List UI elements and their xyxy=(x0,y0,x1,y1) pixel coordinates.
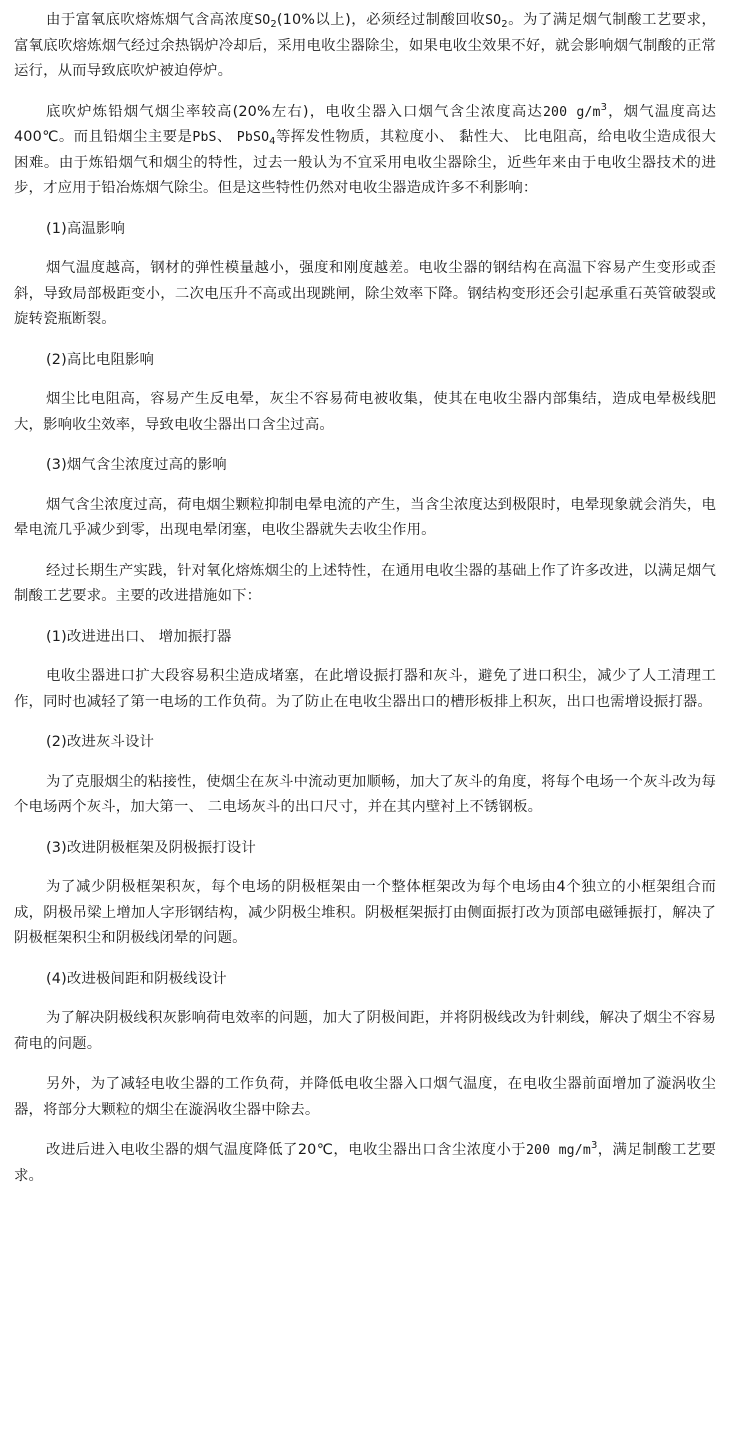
paragraph-result: 改进后进入电收尘器的烟气温度降低了20℃，电收尘器出口含尘浓度小于200 $mg/m^3$，满足制酸工艺要求。 xyxy=(14,1140,716,1184)
paragraph-lead-dust-properties: 底吹炉炼铅烟气烟尘率较高(20%左右)，电收尘器入口烟气含尘浓度高达200 $g/m^3$，烟气温度高达400℃。而且铅烟尘主要是PbS、 PbSO$_4$等挥发性物质，其粒度小、 黏性大、 比电阻高，给电收尘造成很大困难。由于炼铅烟气和烟尘的特性，过去一般认为不宜采用电收尘器除尘，近些年来由于电收尘器技术的进步，才应用于铅冶炼烟气除尘。但是这些特性仍然对电收尘器造成许多不利影响： xyxy=(14,101,716,196)
paragraph-high-resistivity: 烟尘比电阻高，容易产生反电晕，灰尘不容易荷电被收集，使其在电收尘器内部集结，造成电晕极线肥大，影响收尘效率，导致电收尘器出口含尘过高。 xyxy=(14,391,716,433)
paragraph-hopper-design: 为了克服烟尘的粘接性，使烟尘在灰斗中流动更加顺畅，加大了灰斗的角度，将每个电场一个灰斗改为每个电场两个灰斗，加大第一、 二电场灰斗的出口尺寸，并在其内壁衬上不锈钢板。 xyxy=(14,773,716,815)
paragraph-electrode-spacing: 为了解决阴极线积灰影响荷电效率的问题，加大了阴极间距，并将阴极线改为针刺线，解决了烟尘不容易荷电的问题。 xyxy=(14,1010,716,1052)
paragraph-improvements-intro: 经过长期生产实践，针对氧化熔炼烟尘的上述特性，在通用电收尘器的基础上作了许多改进，以满足烟气制酸工艺要求。主要的改进措施如下： xyxy=(14,562,716,604)
heading-inlet-outlet: (1)改进进出口、 增加振打器 xyxy=(46,628,232,645)
paragraph-cathode-frame: 为了减少阴极框架积灰，每个电场的阴极框架由一个整体框架改为每个电场由4个独立的小框架组合而成，阴极吊梁上增加人字形钢结构，减少阴极尘堆积。阴极框架振打由侧面振打改为顶部电磁锤振打，解决了阴极框架积尘和阴极线闭晕的问题。 xyxy=(14,879,716,946)
paragraph-high-temperature: 烟气温度越高，钢材的弹性模量越小，强度和刚度越差。电收尘器的钢结构在高温下容易产生变形或歪斜，导致局部极距变小，二次电压升不高或出现跳闸，除尘效率下降。钢结构变形还会引起承重石英管破裂或旋转瓷瓶断裂。 xyxy=(14,260,716,327)
paragraph-intro: 由于富氧底吹熔炼烟气含高浓度$SO_2(10\%$以上)，必须经过制酸回收$SO_2$。为了满足烟气制酸工艺要求，富氧底吹熔炼烟气经过余热锅炉冷却后，采用电收尘器除尘，如果电收尘效果不好，就会影响烟气制酸的正常运行，从而导致底吹炉被迫停炉。 xyxy=(14,12,716,79)
paragraph-inlet-outlet: 电收尘器进口扩大段容易积尘造成堵塞，在此增设振打器和灰斗，避免了进口积尘，减少了人工清理工作，同时也减轻了第一电场的工作负荷。为了防止在电收尘器出口的槽形板排上积灰，出口也需增设振打器。 xyxy=(14,668,716,710)
paragraph-dust-concentration: 烟气含尘浓度过高，荷电烟尘颗粒抑制电晕电流的产生，当含尘浓度达到极限时，电晕现象就会消失，电晕电流几乎减少到零，出现电晕闭塞，电收尘器就失去收尘作用。 xyxy=(14,496,716,538)
article-body xyxy=(14,8,716,1204)
heading-high-resistivity: (2)高比电阻影响 xyxy=(46,351,155,368)
heading-dust-concentration: (3)烟气含尘浓度过高的影响 xyxy=(46,457,227,473)
heading-electrode-spacing: (4)改进极间距和阴极线设计 xyxy=(46,970,227,987)
paragraph-cyclone-collector: 另外，为了减轻电收尘器的工作负荷，并降低电收尘器入口烟气温度，在电收尘器前面增加了漩涡收尘器，将部分大颗粒的烟尘在漩涡收尘器中除去。 xyxy=(14,1076,716,1118)
heading-cathode-frame: (3)改进阴极框架及阴极振打设计 xyxy=(46,839,256,856)
heading-hopper-design: (2)改进灰斗设计 xyxy=(46,734,155,750)
heading-high-temperature: (1)高温影响 xyxy=(46,220,125,237)
